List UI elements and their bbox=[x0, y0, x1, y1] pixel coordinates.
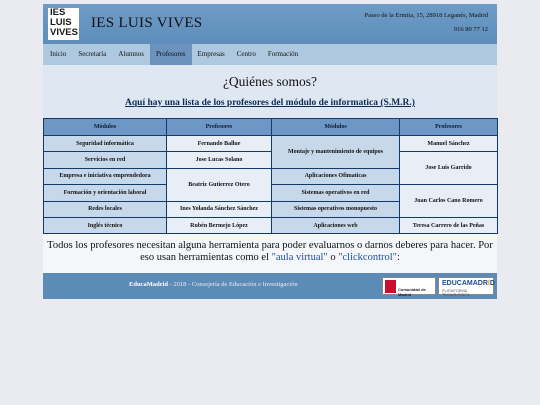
nav-item-empresas[interactable]: Empresas bbox=[197, 50, 225, 58]
module-cell: Redes locales bbox=[44, 201, 167, 217]
madrid-flag-icon bbox=[385, 280, 396, 293]
badge-title-part: I bbox=[487, 280, 490, 288]
logo-line: LUIS bbox=[50, 17, 72, 28]
module-cell: Sistemas operativos en red bbox=[272, 185, 400, 201]
main-nav bbox=[43, 44, 497, 65]
module-cell: Inglés técnico bbox=[44, 217, 167, 233]
badge-title bbox=[442, 280, 495, 287]
closing-text: Todos los profesores necesitan alguna herramienta para poder evaluarnos o darnos deberes para hacer. Por eso usan herramientas como el bbox=[47, 240, 493, 264]
badge-subtitle: PLATAFORMA TECNOLÓGICA bbox=[442, 289, 470, 298]
intro-section bbox=[43, 65, 497, 118]
site-footer bbox=[43, 273, 497, 299]
module-cell: Seguridad informática bbox=[44, 136, 167, 152]
module-cell: Montaje y mantenimiento de equipos bbox=[272, 136, 400, 169]
teacher-cell: Juan Carlos Cano Romero bbox=[400, 185, 498, 218]
badge-label: Comunidad de Madrid bbox=[398, 287, 426, 298]
page-title: ¿Quiénes somos? bbox=[222, 74, 318, 89]
column-header: Profesores bbox=[400, 119, 498, 136]
table-header-row bbox=[44, 119, 498, 136]
closing-text: o bbox=[327, 252, 339, 264]
teacher-cell: Manuel Sánchez bbox=[400, 136, 498, 152]
module-cell: Servicios en red bbox=[44, 152, 167, 168]
teacher-cell: Rubén Bermejo López bbox=[167, 217, 272, 233]
logo-line: IES bbox=[50, 7, 66, 18]
column-header: Módulos bbox=[44, 119, 167, 136]
school-logo[interactable] bbox=[48, 8, 79, 40]
clickcontrol-link[interactable]: "clickcontrol" bbox=[338, 252, 397, 264]
column-header: Profesores bbox=[167, 119, 272, 136]
column-header: Módulos bbox=[272, 119, 400, 136]
nav-item-inicio[interactable]: Inicio bbox=[50, 50, 67, 58]
closing-text: : bbox=[396, 252, 400, 264]
teacher-cell: Fernando Ballue bbox=[167, 136, 272, 152]
teacher-cell: Beatriz Gutierrez Otero bbox=[167, 168, 272, 201]
footer-text bbox=[129, 281, 298, 288]
nav-item-profesores[interactable]: Profesores bbox=[150, 44, 192, 65]
nav-item-formacion[interactable]: Formación bbox=[267, 50, 299, 58]
module-cell: Formación y orientación laboral bbox=[44, 185, 167, 201]
site-header bbox=[43, 4, 497, 44]
aula-virtual-link[interactable]: "aula virtual" bbox=[271, 252, 328, 264]
closing-paragraph bbox=[43, 234, 497, 273]
footer-copy: - 2018 - Consejería de Educación e Investigación bbox=[168, 281, 298, 289]
logo-line: VIVES bbox=[50, 27, 78, 38]
teacher-cell: Jose Lucas Solano bbox=[167, 152, 272, 168]
teacher-cell: Jose Luis Garrido bbox=[400, 152, 498, 185]
module-cell: Aplicaciones web bbox=[272, 217, 400, 233]
teachers-table bbox=[43, 118, 498, 234]
teacher-cell: Ines Yolanda Sánchez Sánchez bbox=[167, 201, 272, 217]
module-cell: Aplicaciones Ofimaticas bbox=[272, 168, 400, 184]
school-name: IES LUIS VIVES bbox=[91, 15, 203, 31]
comunidad-madrid-logo[interactable] bbox=[382, 277, 436, 298]
nav-item-secretaria[interactable]: Secretaría bbox=[78, 50, 107, 58]
badge-title-part: EDUCAMADR bbox=[442, 280, 488, 288]
educamadrid-logo[interactable] bbox=[438, 277, 495, 298]
school-phone: 916 80 77 12 bbox=[453, 26, 488, 33]
table-row bbox=[44, 136, 498, 152]
badge-title-part: D bbox=[489, 280, 495, 288]
footer-brand[interactable]: EducaMadrid bbox=[129, 281, 169, 289]
nav-item-alumnos[interactable]: Alumnos bbox=[118, 50, 144, 58]
page bbox=[43, 4, 497, 299]
table-row bbox=[44, 217, 498, 233]
page-subtitle: Aquí hay una lista de los profesores del módulo de informatica (S.M.R.) bbox=[125, 98, 415, 108]
module-cell: Empresa e iniciativa emprendedora bbox=[44, 168, 167, 184]
table-row bbox=[44, 152, 498, 168]
school-address: Paseo de la Ermita, 15, 28918 Leganés, Madrid bbox=[364, 12, 488, 19]
teacher-cell: Teresa Carrero de las Peñas bbox=[400, 217, 498, 233]
module-cell: Sistemas operativos monopuesto bbox=[272, 201, 400, 217]
nav-item-centro[interactable]: Centro bbox=[236, 50, 256, 58]
